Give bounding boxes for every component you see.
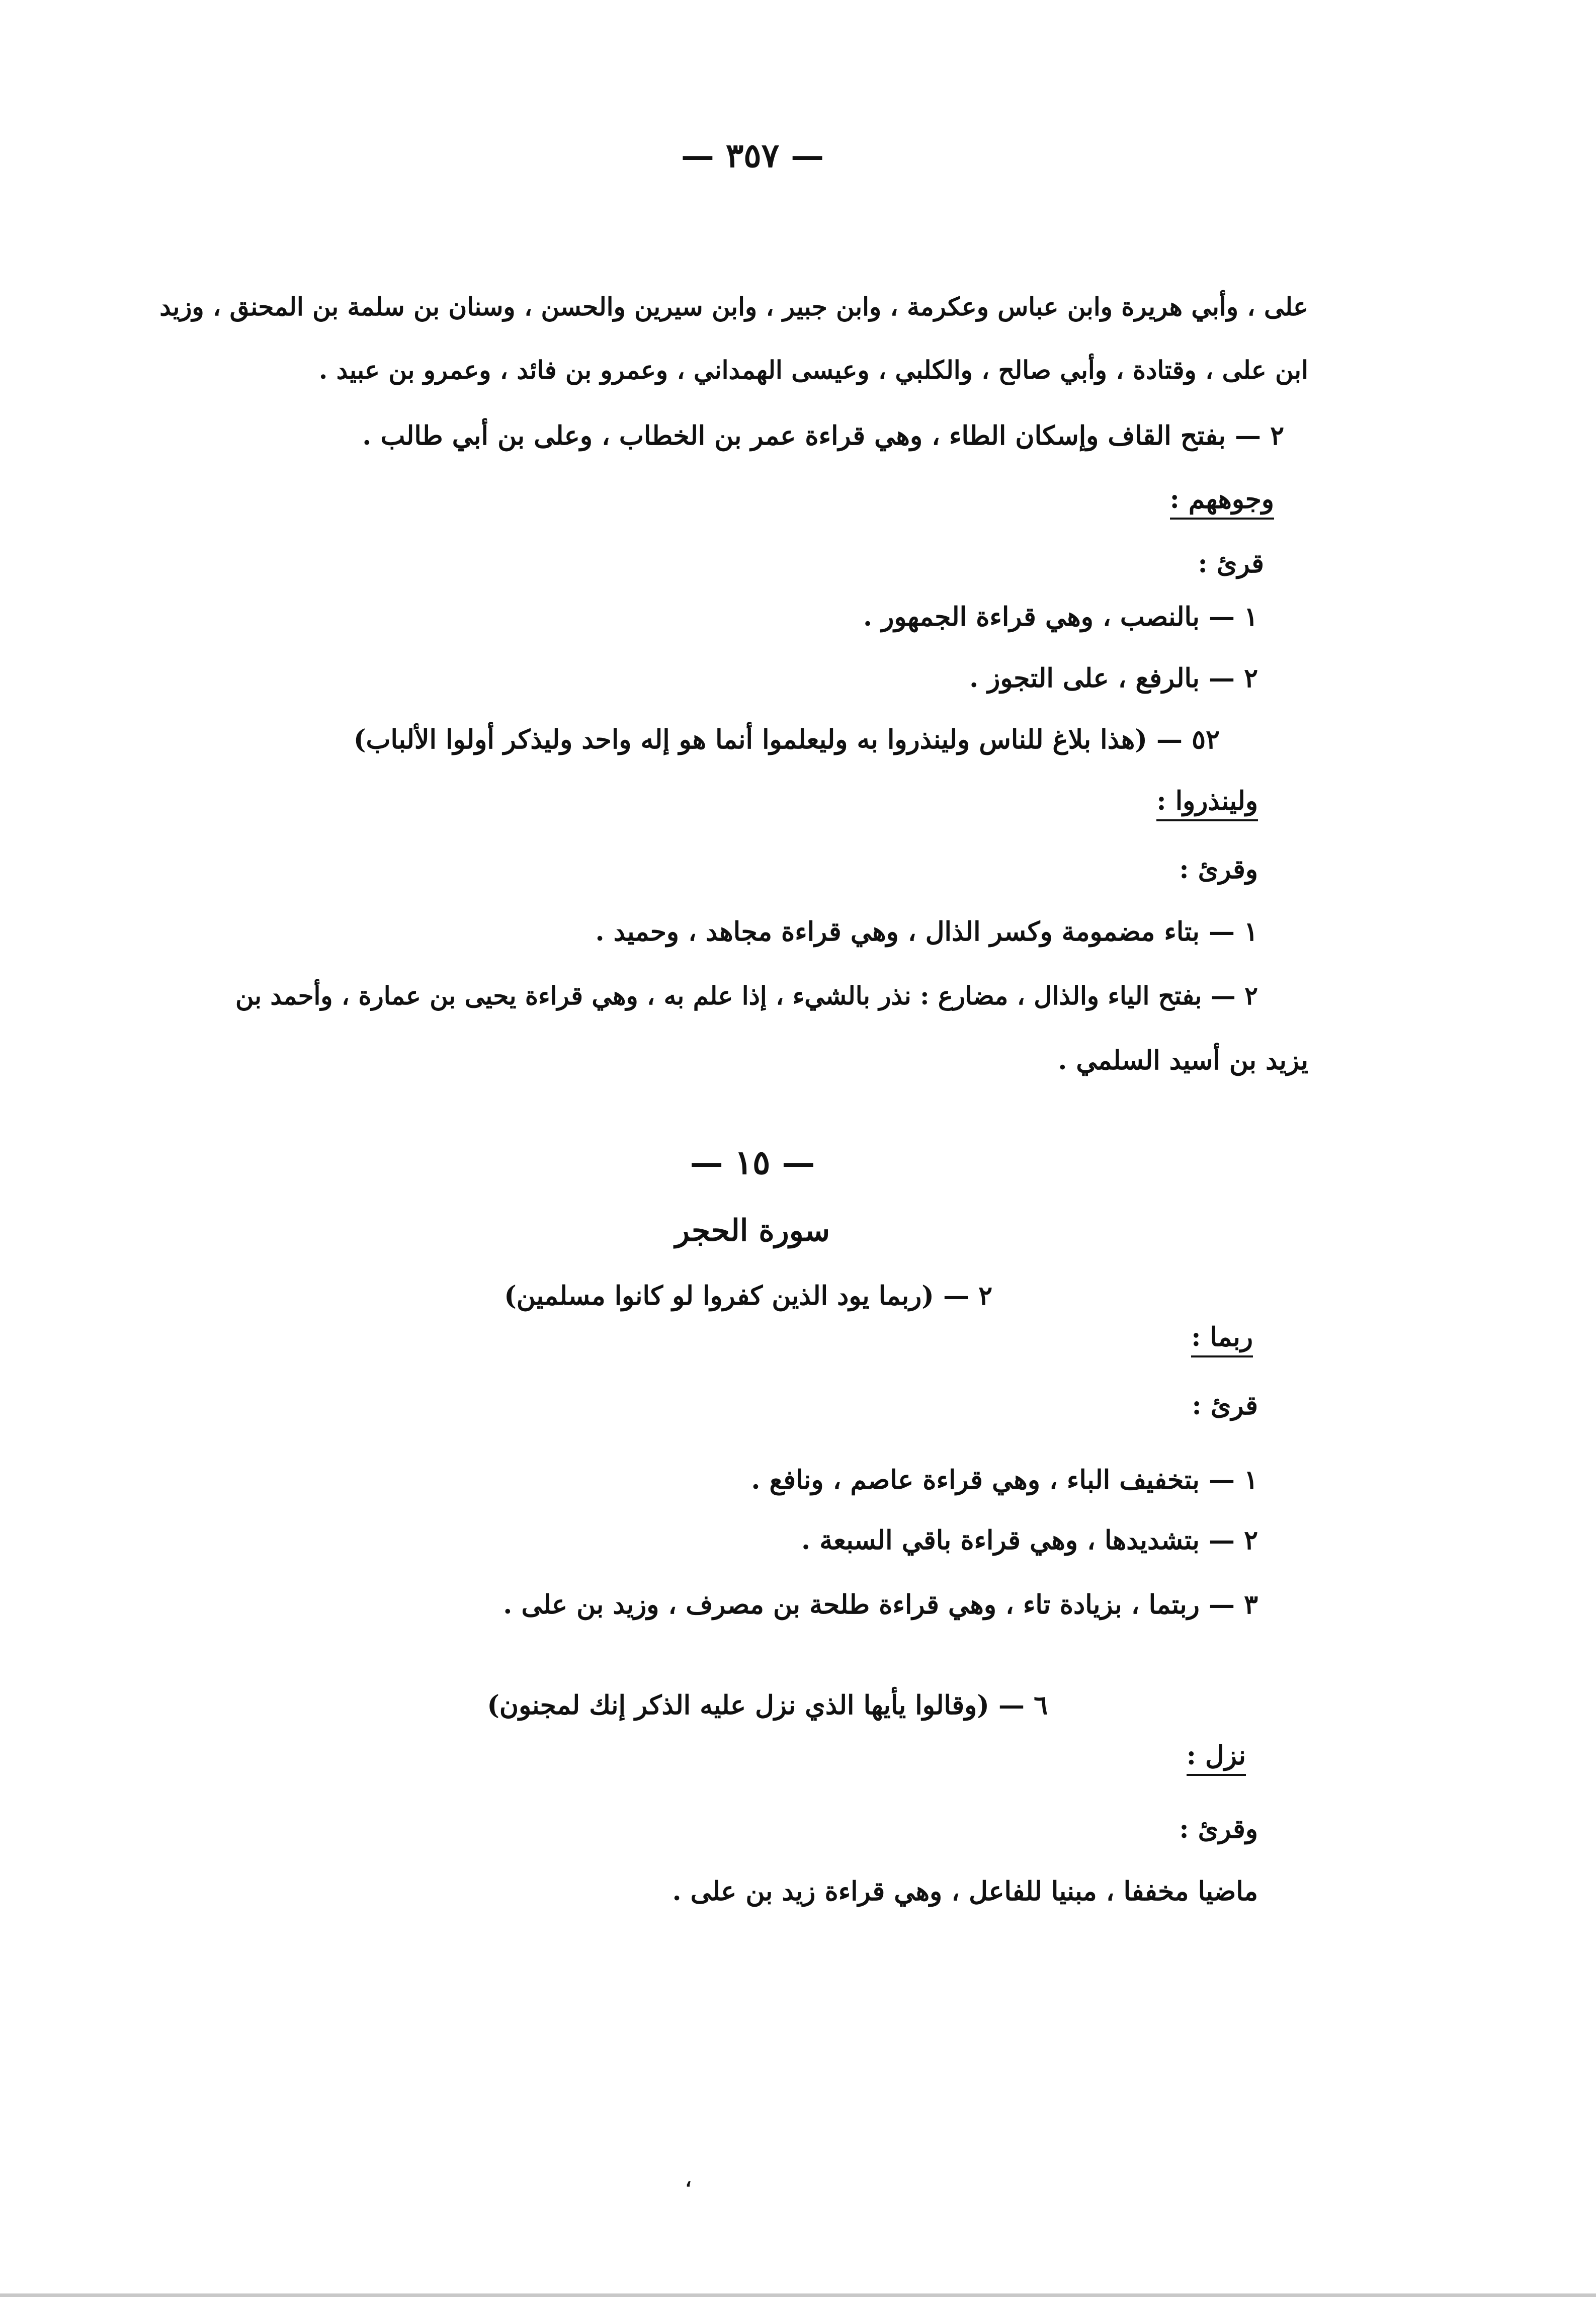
section-heading: نزل : xyxy=(1187,1740,1246,1776)
list-item: ١ — بتخفيف الباء ، وهي قراءة عاصم ، ونافع . xyxy=(751,1465,1258,1495)
label: وقرئ : xyxy=(1179,854,1258,885)
section-heading: ولينذروا : xyxy=(1156,786,1258,821)
section-heading: وجوههم : xyxy=(1170,484,1274,520)
label: قرئ : xyxy=(1192,1390,1258,1421)
label: قرئ : xyxy=(1198,548,1264,579)
surah-title: سورة الحجر xyxy=(675,1213,830,1248)
page-number: — ٣٥٧ — xyxy=(681,136,824,175)
verse-line: ٥٢ — (هذا بلاغ للناس ولينذروا به وليعلموا أنما هو إله واحد وليذكر أولوا الألباب) xyxy=(353,724,1220,755)
label: وقرئ : xyxy=(1179,1814,1258,1844)
list-item: ١ — بتاء مضمومة وكسر الذال ، وهي قراءة مجاهد ، وحميد . xyxy=(595,916,1258,947)
text-line: ماضيا مخففا ، مبنيا للفاعل ، وهي قراءة زيد بن على . xyxy=(672,1876,1258,1907)
verse-line: ٢ — (ربما يود الذين كفروا لو كانوا مسلمين) xyxy=(504,1281,992,1311)
stray-mark: ، xyxy=(685,2168,692,2191)
list-item: ١ — بالنصب ، وهي قراءة الجمهور . xyxy=(863,602,1258,632)
text-line: ابن على ، وقتادة ، وأبي صالح ، والكلبي ، وعيسى الهمداني ، وعمرو بن فائد ، وعمرو بن عبيد . xyxy=(318,355,1308,385)
list-item: ٢ — بفتح القاف وإسكان الطاء ، وهي قراءة عمر بن الخطاب ، وعلى بن أبي طالب . xyxy=(362,420,1284,451)
text-line: يزيد بن أسيد السلمي . xyxy=(1058,1045,1308,1076)
section-heading: ربما : xyxy=(1191,1322,1253,1357)
list-item: ٢ — بالرفع ، على التجوز . xyxy=(969,663,1258,694)
text-line: على ، وأبي هريرة وابن عباس وعكرمة ، وابن جبير ، وابن سيرين والحسن ، وسنان بن سلمة بن المحنق ، وزيد xyxy=(159,292,1308,321)
list-item: ٣ — ربتما ، بزيادة تاء ، وهي قراءة طلحة بن مصرف ، وزيد بن على . xyxy=(503,1589,1258,1620)
page-bottom-edge xyxy=(0,2293,1596,2297)
section-number: — ١٥ — xyxy=(690,1143,815,1182)
verse-line: ٦ — (وقالوا يأيها الذي نزل عليه الذكر إنك لمجنون) xyxy=(487,1690,1048,1721)
list-item: ٢ — بفتح الياء والذال ، مضارع : نذر بالشيء ، إذا علم به ، وهي قراءة يحيى بن عمارة ، وأحمد بن xyxy=(235,981,1258,1010)
list-item: ٢ — بتشديدها ، وهي قراءة باقي السبعة . xyxy=(801,1525,1258,1556)
